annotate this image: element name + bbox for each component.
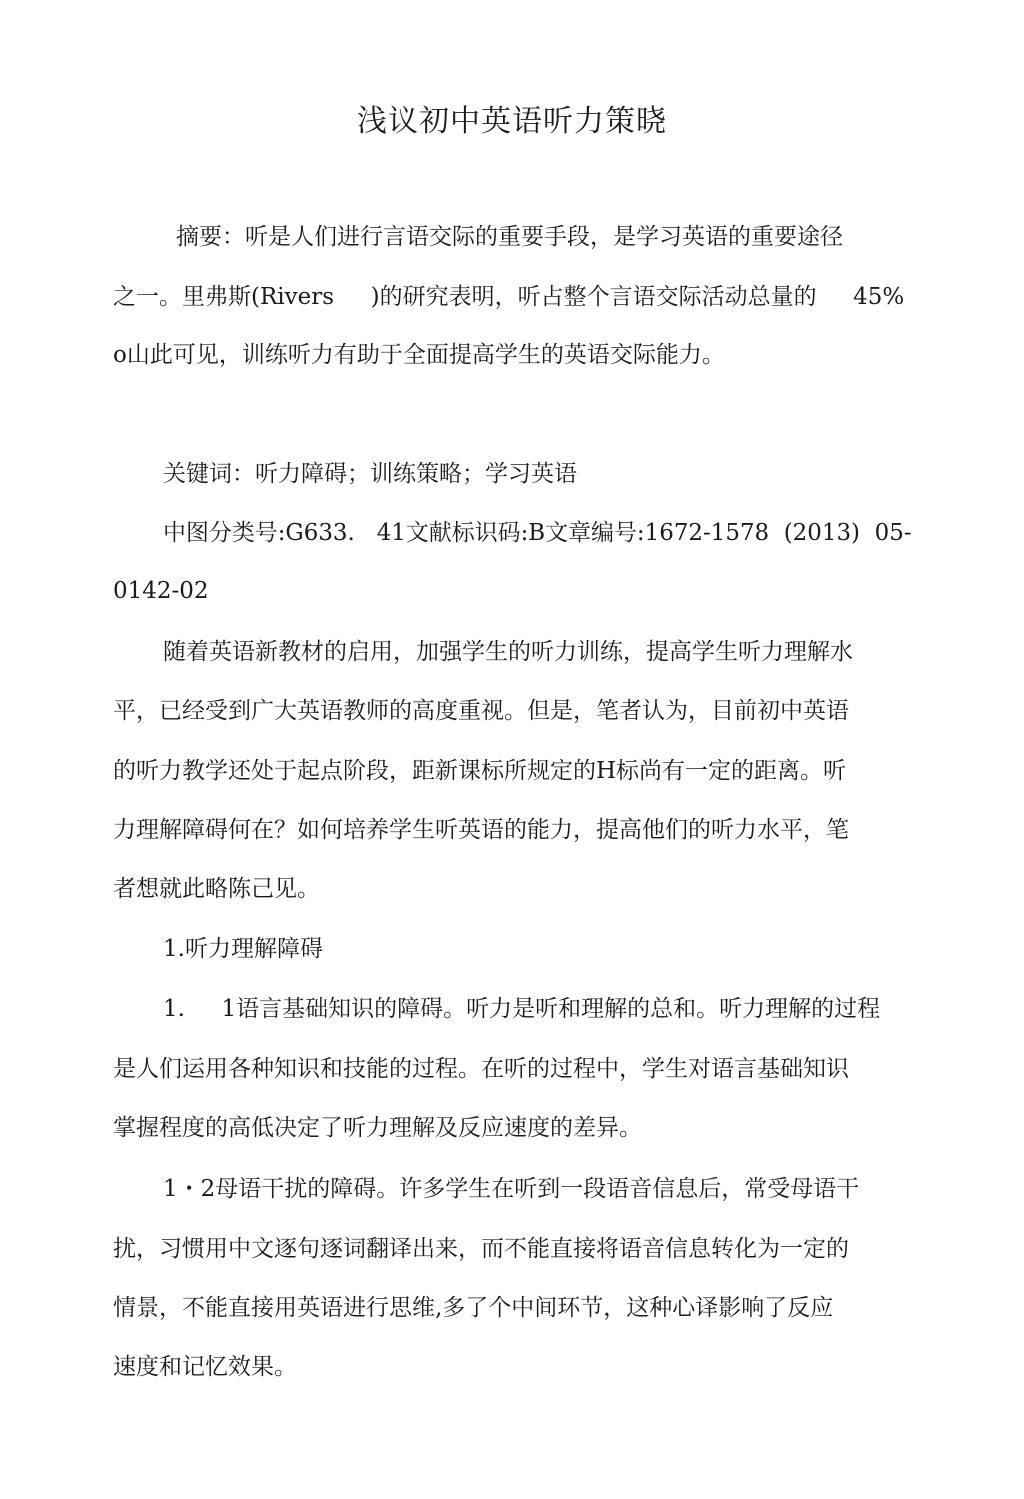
body-paragraph-1-line-3: 的听力教学还处于起点阶段，距新课标所规定的H标尚有一定的距离。听 (113, 758, 847, 784)
classification-line-2: 0142-02 (113, 578, 209, 604)
abstract-line-3: o山此可见，训练听力有助于全面提高学生的英语交际能力。 (113, 342, 725, 368)
body-paragraph-2-line-3: 掌握程度的高低决定了听力理解及反应速度的差异。 (113, 1115, 642, 1141)
body-paragraph-3-line-4: 速度和记忆效果。 (113, 1354, 297, 1380)
abstract-line-1: 摘要：听是人们进行言语交际的重要手段，是学习英语的重要途径 (176, 224, 843, 250)
body-paragraph-3-line-3: 情景，不能直接用英语进行思维,多了个中间环节，这种心译影响了反应 (113, 1295, 834, 1321)
body-paragraph-1-line-5: 者想就此略陈己见。 (113, 876, 320, 902)
body-paragraph-3-line-2: 扰，习惯用中文逐句逐词翻译出来，而不能直接将语音信息转化为一定的 (113, 1236, 849, 1262)
body-paragraph-1-line-2: 平，已经受到广大英语教师的高度重视。但是，笔者认为，目前初中英语 (113, 698, 849, 724)
keywords-line: 关键词：听力障碍；训练策略；学习英语 (163, 461, 577, 487)
body-paragraph-3-line-1: 1・2母语干扰的障碍。许多学生在听到一段语音信息后，常受母语干 (163, 1176, 860, 1202)
body-paragraph-2-line-1: 1. 1语言基础知识的障碍。听力是听和理解的总和。听力理解的过程 (163, 996, 881, 1022)
body-paragraph-1-line-1: 随着英语新教材的启用，加强学生的听力训练，提高学生听力理解水 (163, 639, 853, 665)
abstract-line-2: 之一。里弗斯(Rivers )的研究表明，听占整个言语交际活动总量的 45% (113, 284, 905, 310)
document-title: 浅议初中英语听力策晓 (357, 104, 667, 139)
body-paragraph-1-line-4: 力理解障碍何在？如何培养学生听英语的能力，提高他们的听力水平，笔 (113, 817, 849, 843)
section-heading-1: 1.听力理解障碍 (163, 936, 323, 962)
classification-line-1: 中图分类号:G633. 41文献标识码:B文章编号:1672-1578 (2013) 05- (163, 520, 912, 546)
body-paragraph-2-line-2: 是人们运用各种知识和技能的过程。在听的过程中，学生对语言基础知识 (113, 1056, 849, 1082)
